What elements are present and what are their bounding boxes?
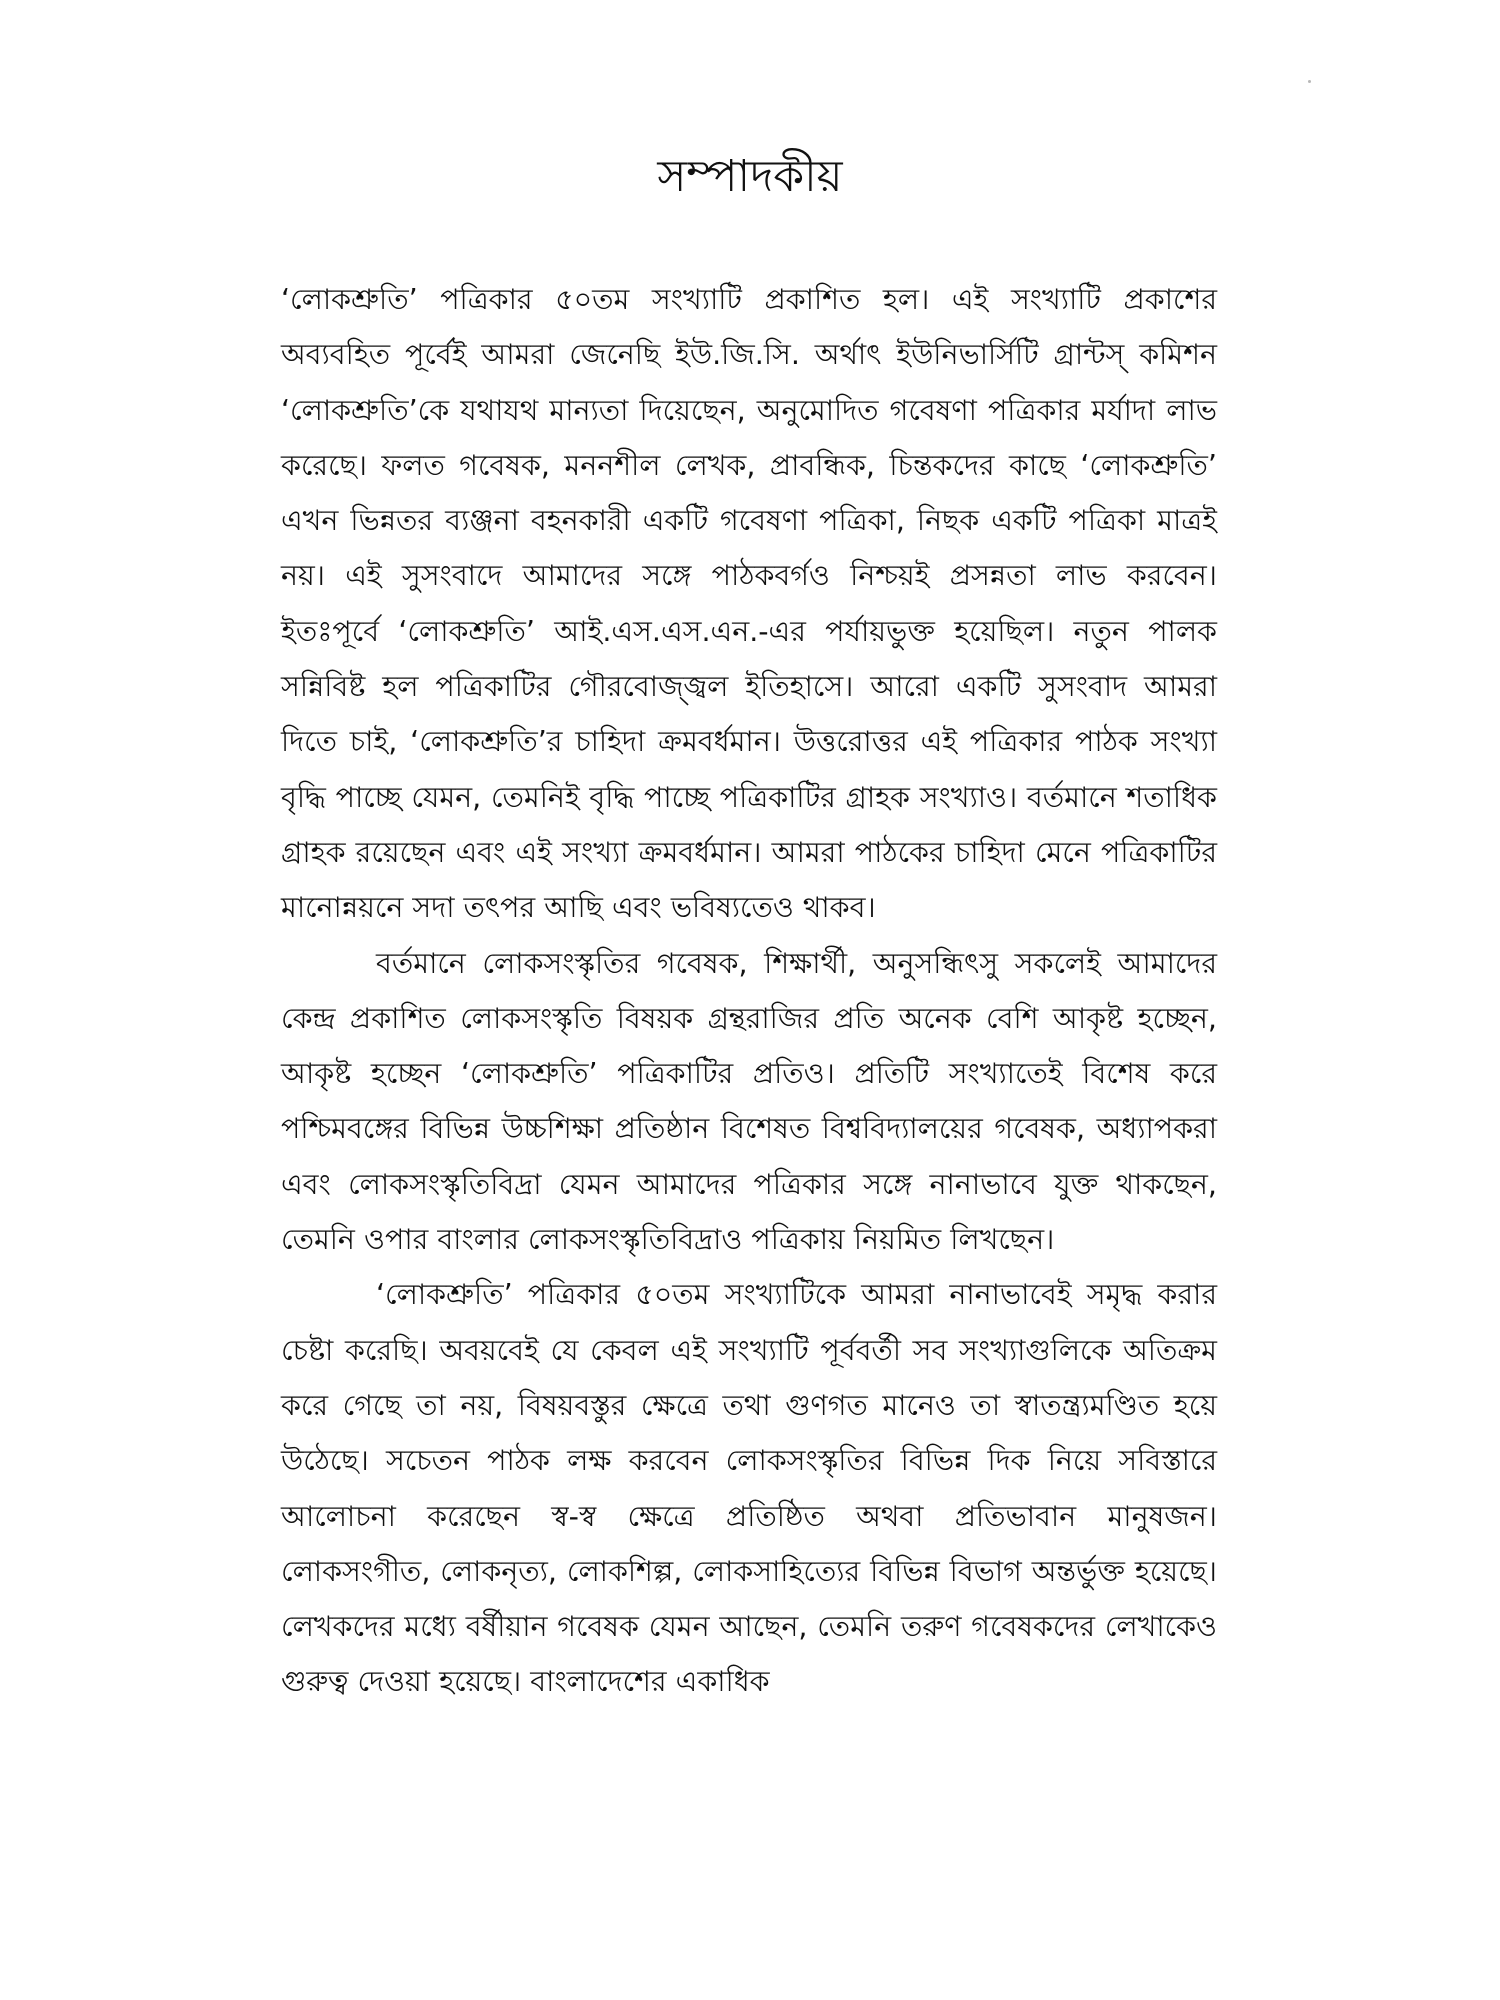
scan-speck [1308, 80, 1311, 83]
editorial-body [281, 272, 1217, 1710]
page-title: সম্পাদকীয় [657, 151, 843, 202]
paragraph-2: বর্তমানে লোকসংস্কৃতির গবেষক, শিক্ষার্থী, অনুসন্ধিৎসু সকলেই আমাদের কেন্দ্র প্রকাশিত লোকসংস্কৃতি বিষয়ক গ্রন্থরাজির প্রতি অনেক বেশি আকৃষ্ট হচ্ছেন, আকৃষ্ট হচ্ছেন ‘লোকশ্রুতি’ পত্রিকাটির প্রতিও। প্রতিটি সংখ্যাতেই বিশেষ করে পশ্চিমবঙ্গের বিভিন্ন উচ্চশিক্ষা প্রতিষ্ঠান বিশেষত বিশ্ববিদ্যালয়ের গবেষক, অধ্যাপকরা এবং লোকসংস্কৃতিবিদ্রা যেমন আমাদের পত্রিকার সঙ্গে নানাভাবে যুক্ত থাকছেন, তেমনি ওপার বাংলার লোকসংস্কৃতিবিদ্রাও পত্রিকায় নিয়মিত লিখছেন। [281, 946, 1217, 1257]
paragraph-3: ‘লোকশ্রুতি’ পত্রিকার ৫০তম সংখ্যাটিকে আমরা নানাভাবেই সমৃদ্ধ করার চেষ্টা করেছি। অবয়বেই যে কেবল এই সংখ্যাটি পূর্ববর্তী সব সংখ্যাগুলিকে অতিক্রম করে গেছে তা নয়, বিষয়বস্তুর ক্ষেত্রে তথা গুণগত মানেও তা স্বাতন্ত্র্যমণ্ডিত হয়ে উঠেছে। সচেতন পাঠক লক্ষ করবেন লোকসংস্কৃতির বিভিন্ন দিক নিয়ে সবিস্তারে আলোচনা করেছেন স্ব-স্ব ক্ষেত্রে প্রতিষ্ঠিত অথবা প্রতিভাবান মানুষজন। লোকসংগীত, লোকনৃত্য, লোকশিল্প, লোকসাহিত্যের বিভিন্ন বিভাগ অন্তর্ভুক্ত হয়েছে। লেখকদের মধ্যে বর্ষীয়ান গবেষক যেমন আছেন, তেমনি তরুণ গবেষকদের লেখাকেও গুরুত্ব দেওয়া হয়েছে। বাংলাদেশের একাধিক [281, 1278, 1217, 1699]
paragraph-1: ‘লোকশ্রুতি’ পত্রিকার ৫০তম সংখ্যাটি প্রকাশিত হল। এই সংখ্যাটি প্রকাশের অব্যবহিত পূর্বেই আমরা জেনেছি ইউ.জি.সি. অর্থাৎ ইউনিভার্সিটি গ্রান্টস্ কমিশন ‘লোকশ্রুতি’কে যথাযথ মান্যতা দিয়েছেন, অনুমোদিত গবেষণা পত্রিকার মর্যাদা লাভ করেছে। ফলত গবেষক, মননশীল লেখক, প্রাবন্ধিক, চিন্তকদের কাছে ‘লোকশ্রুতি’ এখন ভিন্নতর ব্যঞ্জনা বহনকারী একটি গবেষণা পত্রিকা, নিছক একটি পত্রিকা মাত্রই নয়। এই সুসংবাদে আমাদের সঙ্গে পাঠকবর্গও নিশ্চয়ই প্রসন্নতা লাভ করবেন। ইতঃপূর্বে ‘লোকশ্রুতি’ আই.এস.এস.এন.-এর পর্যায়ভুক্ত হয়েছিল। নতুন পালক সন্নিবিষ্ট হল পত্রিকাটির গৌরবোজ্জ্বল ইতিহাসে। আরো একটি সুসংবাদ আমরা দিতে চাই, ‘লোকশ্রুতি’র চাহিদা ক্রমবর্ধমান। উত্তরোত্তর এই পত্রিকার পাঠক সংখ্যা বৃদ্ধি পাচ্ছে যেমন, তেমনিই বৃদ্ধি পাচ্ছে পত্রিকাটির গ্রাহক সংখ্যাও। বর্তমানে শতাধিক গ্রাহক রয়েছেন এবং এই সংখ্যা ক্রমবর্ধমান। আমরা পাঠকের চাহিদা মেনে পত্রিকাটির মানোন্নয়নে সদা তৎপর আছি এবং ভবিষ্যতেও থাকব। [281, 283, 1217, 925]
